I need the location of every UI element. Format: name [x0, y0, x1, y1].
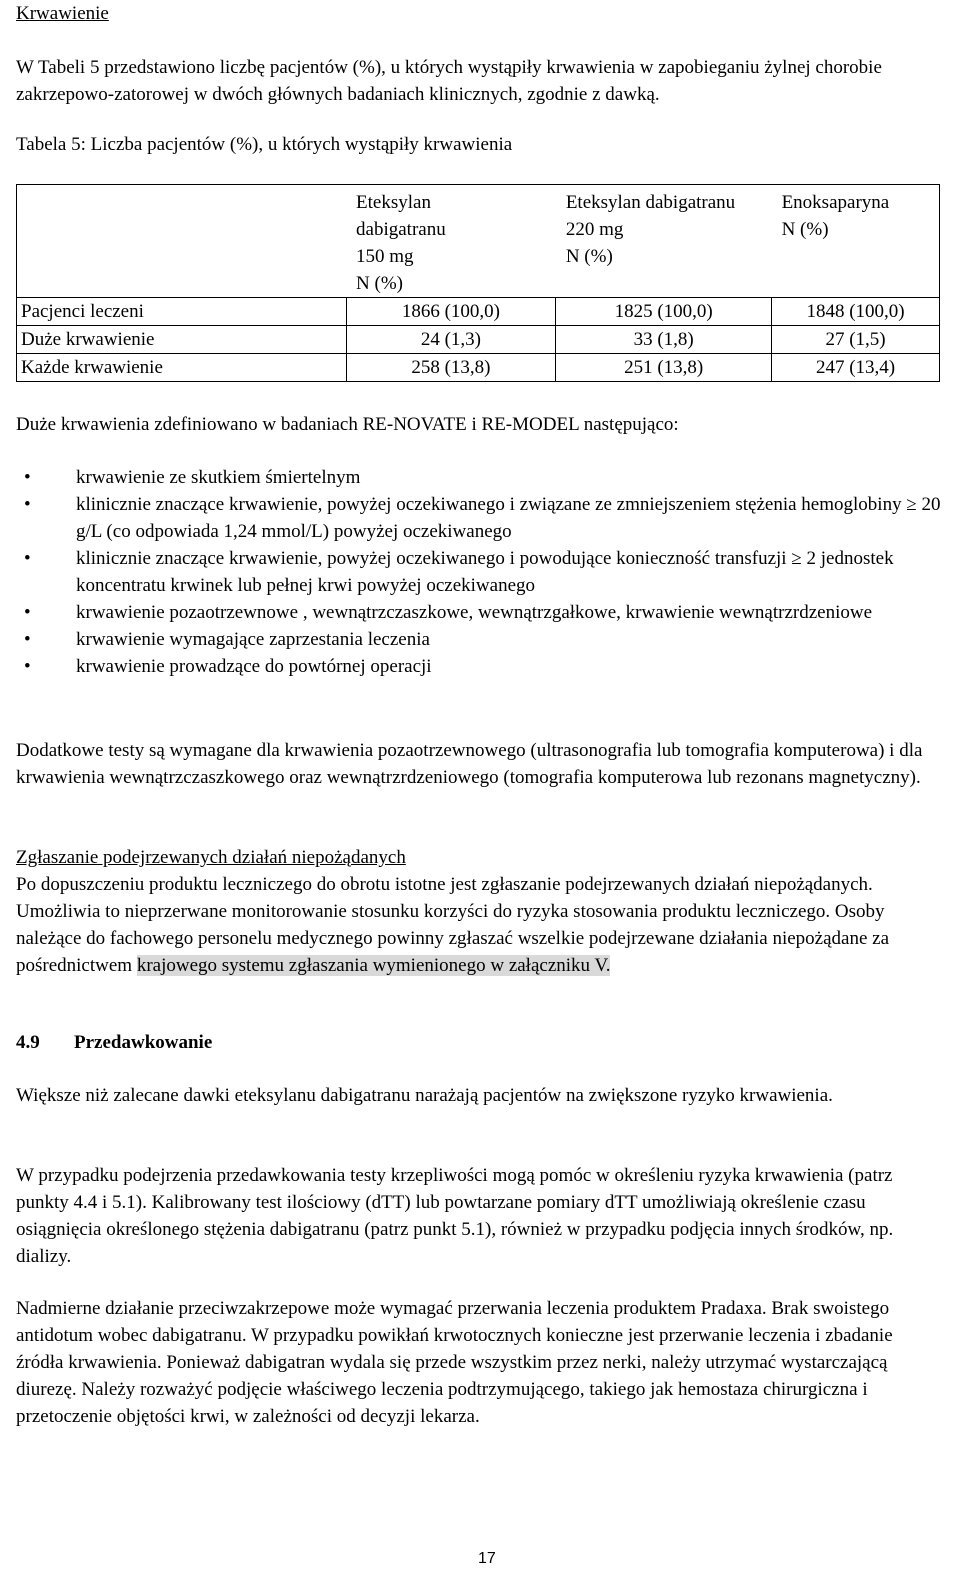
- bullet-icon: •: [24, 467, 31, 488]
- table-cell: 27 (1,5): [772, 326, 940, 354]
- table-cell: 247 (13,4): [772, 354, 940, 382]
- table-row: [17, 354, 940, 382]
- bullet-icon: •: [24, 602, 31, 623]
- row-label: Duże krwawienie: [17, 326, 347, 354]
- intro-paragraph: W Tabeli 5 przedstawiono liczbę pacjentów (%), u których wystąpiły krwawienia w zapobieganiu żylnej chorobie zakrzepowo-zatorowej w dwóch głównych badaniach klinicznych, zgodnie z dawką.: [16, 57, 882, 105]
- row-label: Pacjenci leczeni: [17, 298, 347, 326]
- header-line: Enoksaparyna: [781, 192, 890, 213]
- list-item: [16, 464, 946, 491]
- section-title-overdose: Przedawkowanie: [74, 1032, 213, 1053]
- header-col-220mg: [556, 185, 772, 298]
- header-line: dabigatranu: [356, 219, 446, 240]
- table-cell: 251 (13,8): [556, 354, 772, 382]
- table-row: [17, 326, 940, 354]
- reporting-text: Po dopuszczeniu produktu leczniczego do obrotu istotne jest zgłaszanie podejrzewanych działań niepożądanych. Umożliwia to nieprzerwane monitorowanie stosunku korzyści do ryzyka stosowania produktu leczniczego. Osoby należące do fachowego personelu medycznego powinny zgłaszać wszelkie podejrzewane działania niepożądane za pośrednictwem: [16, 874, 890, 976]
- section-title: Krwawienie: [16, 3, 109, 24]
- table-header-row: [17, 185, 940, 298]
- reporting-highlight: krajowego systemu zgłaszania wymienionego w załączniku V.: [136, 955, 611, 976]
- section-number: 4.9: [16, 1032, 40, 1053]
- list-item: [16, 653, 946, 680]
- header-line: N (%): [356, 273, 403, 294]
- table-cell: 1825 (100,0): [556, 298, 772, 326]
- header-line: Eteksylan: [356, 192, 431, 213]
- list-item-text: klinicznie znaczące krwawienie, powyżej oczekiwanego i związane ze zmniejszeniem stężenia hemoglobiny ≥ 20 g/L (co odpowiada 1,24 mmol/L) powyżej oczekiwanego: [76, 494, 941, 542]
- table-cell: 33 (1,8): [556, 326, 772, 354]
- list-item-text: krwawienie prowadzące do powtórnej operacji: [76, 656, 432, 677]
- header-line: N (%): [781, 219, 829, 240]
- reporting-title: Zgłaszanie podejrzewanych działań niepożądanych: [16, 847, 406, 868]
- row-label: Każde krwawienie: [17, 354, 347, 382]
- table-cell: 24 (1,3): [346, 326, 556, 354]
- list-item: [16, 599, 946, 626]
- header-line: 220 mg: [565, 219, 624, 240]
- list-item-text: krwawienie pozaotrzewnowe , wewnątrzczaszkowe, wewnątrzgałkowe, krwawienie wewnątrzrdzeniowe: [76, 602, 873, 623]
- list-item: [16, 626, 946, 653]
- bullet-icon: •: [24, 494, 31, 515]
- reporting-paragraph: [16, 871, 941, 979]
- bullet-icon: •: [24, 548, 31, 569]
- list-item-text: krwawienie wymagające zaprzestania leczenia: [76, 629, 430, 650]
- header-col-enoxaparin: [772, 185, 940, 298]
- header-col-150mg: [346, 185, 556, 298]
- overdose-paragraph-2: W przypadku podejrzenia przedawkowania testy krzepliwości mogą pomóc w określeniu ryzyka krwawienia (patrz punkty 4.4 i 5.1). Kalibrowany test ilościowy (dTT) lub powtarzane pomiary dTT umożliwiają określenie czasu osiągnięcia określonego stężenia dabigatranu (patrz punkt 5.1), również w przypadku podjęcia innych środków, np. dializy.: [16, 1165, 894, 1267]
- overdose-paragraph-3: Nadmierne działanie przeciwzakrzepowe może wymagać przerwania leczenia produktem Pradaxa. Brak swoistego antidotum wobec dabigatranu. W przypadku powikłań krwotocznych konieczne jest przerwanie leczenia i zbadanie źródła krwawienia. Ponieważ dabigatran wydala się przede wszystkim przez nerki, należy utrzymać wystarczającą diurezę. Należy rozważyć podjęcie właściwego leczenia podtrzymującego, takiego jak hemostaza chirurgiczna i przetoczenie objętości krwi, w zależności od decyzji lekarza.: [16, 1298, 893, 1427]
- list-item-text: klinicznie znaczące krwawienie, powyżej oczekiwanego i powodujące konieczność transfuzji ≥ 2 jednostek koncentratu krwinek lub pełnej krwi powyżej oczekiwanego: [76, 548, 894, 596]
- table-caption: Tabela 5: Liczba pacjentów (%), u których wystąpiły krwawienia: [16, 134, 513, 155]
- header-line: N (%): [565, 246, 613, 267]
- header-empty-cell: [17, 185, 347, 298]
- additional-tests-paragraph: Dodatkowe testy są wymagane dla krwawienia pozaotrzewnowego (ultrasonografia lub tomografia komputerowa) i dla krwawienia wewnątrzczaszkowego oraz wewnątrzrdzeniowego (tomografia komputerowa lub rezonans magnetyczny).: [16, 740, 923, 788]
- table-5: [16, 184, 940, 382]
- major-bleeding-definition: Duże krwawienia zdefiniowano w badaniach RE-NOVATE i RE-MODEL następująco:: [16, 414, 679, 435]
- header-line: Eteksylan dabigatranu: [565, 192, 736, 213]
- table-cell: 1848 (100,0): [772, 298, 940, 326]
- table-cell: 1866 (100,0): [346, 298, 556, 326]
- bullet-icon: •: [24, 656, 31, 677]
- bullet-icon: •: [24, 629, 31, 650]
- bullet-list: [16, 464, 946, 680]
- page-number: 17: [478, 1550, 496, 1567]
- overdose-paragraph-1: Większe niż zalecane dawki eteksylanu dabigatranu narażają pacjentów na zwiększone ryzyko krwawienia.: [16, 1085, 833, 1106]
- table-row: [17, 298, 940, 326]
- section-4-9-heading: [16, 1029, 212, 1056]
- table-cell: 258 (13,8): [346, 354, 556, 382]
- list-item: [16, 545, 946, 599]
- list-item: [16, 491, 946, 545]
- list-item-text: krwawienie ze skutkiem śmiertelnym: [76, 467, 361, 488]
- header-line: 150 mg: [356, 246, 414, 267]
